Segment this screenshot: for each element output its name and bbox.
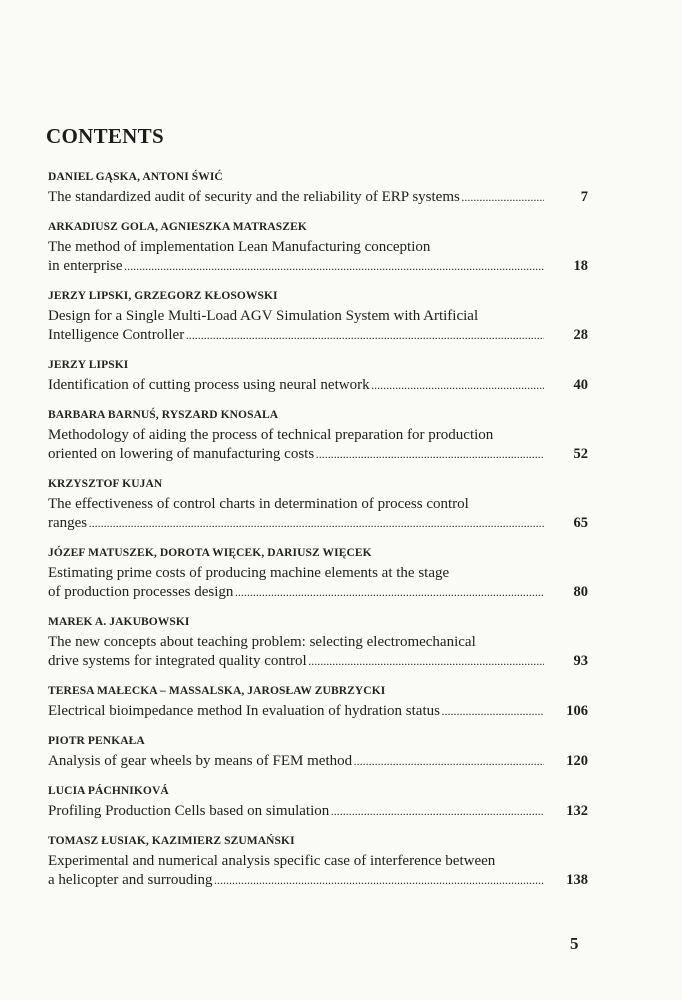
- toc-page-number: 93: [573, 653, 588, 669]
- toc-page-number: 52: [573, 446, 588, 462]
- toc-page-number: 40: [573, 377, 588, 393]
- toc-page-number: 132: [566, 803, 588, 819]
- toc-title-text: in enterprise . . .: [48, 258, 544, 274]
- toc-authors: JÓZEF MATUSZEK, DOROTA WIĘCEK, DARIUSZ WIĘCEK: [48, 547, 372, 559]
- toc-title-line: [48, 514, 544, 533]
- toc-title-line: [48, 871, 544, 890]
- toc-authors: JERZY LIPSKI: [48, 359, 129, 371]
- toc-authors: PIOTR PENKAŁA: [48, 735, 145, 747]
- toc-page-number: 120: [566, 753, 588, 769]
- toc-entry: [48, 684, 588, 721]
- toc-authors: LUCIA PÁCHNIKOVÁ: [48, 785, 169, 797]
- toc-title-text: Experimental and numerical analysis specific case of interference between: [48, 853, 496, 869]
- toc-page-number: 80: [573, 584, 588, 600]
- toc-entry: [48, 546, 588, 602]
- toc-title-line: [48, 257, 544, 276]
- toc-title-line: [48, 652, 544, 671]
- toc-title-line: [48, 238, 544, 257]
- toc-authors: JERZY LIPSKI, GRZEGORZ KŁOSOWSKI: [48, 290, 278, 302]
- toc-title-text: Intelligence Controller . . .: [48, 327, 544, 343]
- toc-page-number: 28: [573, 327, 588, 343]
- toc-title-text: The new concepts about teaching problem: selecting electromechanical: [48, 634, 476, 650]
- toc-title-line: [48, 852, 544, 871]
- toc-title-line: [48, 495, 544, 514]
- toc-authors: ARKADIUSZ GOLA, AGNIESZKA MATRASZEK: [48, 221, 307, 233]
- toc-title-text: Analysis of gear wheels by means of FEM method . . .: [48, 753, 544, 769]
- toc-title-line: [48, 752, 544, 771]
- toc-title-line: [48, 702, 544, 721]
- toc-title-text: The effectiveness of control charts in determination of process control: [48, 496, 469, 512]
- toc-title-line: [48, 326, 544, 345]
- toc-page-number: 7: [580, 189, 588, 205]
- toc-title-line: [48, 564, 544, 583]
- toc-page-number: 65: [573, 515, 588, 531]
- toc-entry: [48, 408, 588, 464]
- toc-title-text: Electrical bioimpedance method In evaluation of hydration status . . .: [48, 703, 544, 719]
- toc-authors: KRZYSZTOF KUJAN: [48, 478, 163, 490]
- toc-authors: TERESA MAŁECKA – MASSALSKA, JAROSŁAW ZUBRZYCKI: [48, 685, 386, 697]
- toc-entry: [48, 784, 588, 821]
- toc-entry: [48, 358, 588, 395]
- toc-title-text: Identification of cutting process using neural network . . .: [48, 377, 544, 393]
- toc-title-line: [48, 188, 544, 207]
- toc-authors: BARBARA BARNUŚ, RYSZARD KNOSALA: [48, 409, 279, 421]
- toc-title-text: drive systems for integrated quality control . . .: [48, 653, 544, 669]
- toc-title-text: Profiling Production Cells based on simulation . . .: [48, 803, 544, 819]
- toc-entry: [48, 615, 588, 671]
- toc-list: [48, 170, 588, 903]
- toc-entry: [48, 170, 588, 207]
- toc-title-line: [48, 445, 544, 464]
- toc-entry: [48, 477, 588, 533]
- toc-page-number: 106: [566, 703, 588, 719]
- page-folio: 5: [570, 934, 579, 953]
- toc-entry: [48, 220, 588, 276]
- contents-heading: CONTENTS: [46, 124, 164, 148]
- toc-entry: [48, 834, 588, 890]
- toc-title-line: [48, 307, 544, 326]
- toc-title-text: of production processes design . . .: [48, 584, 544, 600]
- toc-title-line: [48, 376, 544, 395]
- toc-title-text: Methodology of aiding the process of technical preparation for production: [48, 427, 494, 443]
- toc-page-number: 18: [573, 258, 588, 274]
- toc-authors: MAREK A. JAKUBOWSKI: [48, 616, 190, 628]
- toc-authors: TOMASZ ŁUSIAK, KAZIMIERZ SZUMAŃSKI: [48, 835, 295, 847]
- toc-page-number: 138: [566, 872, 588, 888]
- toc-authors: DANIEL GĄSKA, ANTONI ŚWIĆ: [48, 171, 223, 183]
- toc-title-text: ranges . . .: [48, 515, 544, 531]
- toc-title-text: oriented on lowering of manufacturing costs . . .: [48, 446, 544, 462]
- toc-title-line: [48, 633, 544, 652]
- toc-title-line: [48, 802, 544, 821]
- toc-title-text: The method of implementation Lean Manufacturing conception: [48, 239, 431, 255]
- toc-title-text: Design for a Single Multi-Load AGV Simulation System with Artificial: [48, 308, 479, 324]
- toc-entry: [48, 734, 588, 771]
- toc-title-text: Estimating prime costs of producing machine elements at the stage: [48, 565, 450, 581]
- toc-title-line: [48, 583, 544, 602]
- toc-title-text: a helicopter and surrouding . . .: [48, 872, 544, 888]
- toc-title-line: [48, 426, 544, 445]
- toc-entry: [48, 289, 588, 345]
- toc-title-text: The standardized audit of security and the reliability of ERP systems . . .: [48, 189, 544, 205]
